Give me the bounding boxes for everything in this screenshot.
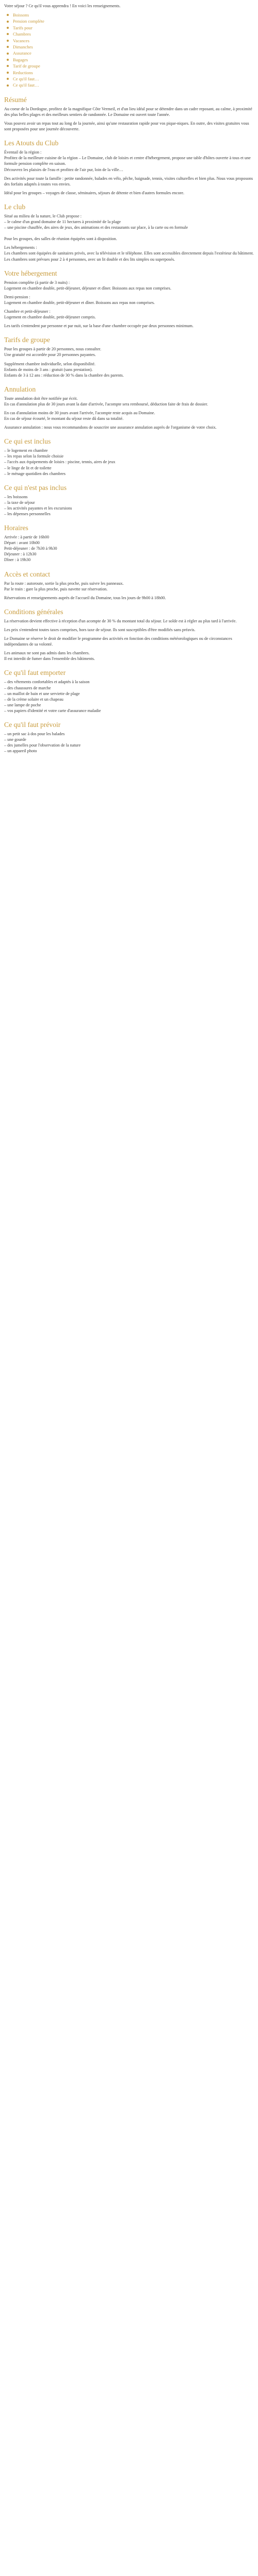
nav-item[interactable]: Tarifs pour (4, 25, 254, 31)
bullet-icon (7, 65, 9, 67)
paragraph: Situé au milieu de la nature, le Club propose : – le calme d'un grand domaine de 11 hectares à proximité de la plage – une piscine chauffée, des aires de jeux, des animations et des restaurants sur place, à la carte ou en formule Pour les groupes, des salles de réunion équipées sont à disposition. (4, 213, 188, 242)
section-club (4, 139, 254, 196)
bullet-icon (7, 46, 9, 48)
paragraph: Le Domaine se réserve le droit de modifier le programme des activités en fonction des conditions météorologiques ou de circonstances indépendantes de sa volonté. (4, 636, 232, 647)
paragraph: Les tarifs s'entendent par personne et par nuit, sur la base d'une chambre occupée par deux personnes minimum. (4, 324, 194, 329)
section-emporter (4, 669, 254, 714)
section-heading: Les Atouts du Club (4, 139, 59, 147)
paragraph: Des activités pour toute la famille : petite randonnée, balades en vélo, pêche, baignade, tennis, visites culturelles et bien plus. Nous vous proposons des forfaits adaptés à toutes vos envies. (4, 176, 253, 187)
section-annulation (4, 385, 254, 430)
paragraph: Les prix s'entendent toutes taxes comprises, hors taxe de séjour. Ils sont susceptibles d'être modifiés sans préavis. (4, 627, 196, 632)
section-tarifs (4, 269, 254, 329)
paragraph: Demi-pension : Logement en chambre double, petit-déjeuner et dîner. Boissons aux repas non comprises. (4, 294, 155, 305)
nav-item[interactable]: Ce qu'il faut… (4, 82, 254, 88)
paragraph: – un petit sac à dos pour les balades – une gourde – des jumelles pour l'observation de la nature – un appareil photo (4, 731, 81, 754)
section-horaires (4, 524, 254, 563)
bullet-icon (7, 53, 9, 55)
section-contact (4, 570, 254, 601)
page (0, 0, 258, 767)
bullet-icon (7, 59, 9, 61)
paragraph: Par la route : autoroute, sortie la plus proche, puis suivre les panneaux. Par le train : gare la plus proche, puis navette sur réservation. (4, 581, 124, 591)
nav-item[interactable]: Bagages (4, 57, 254, 63)
bullet-icon (7, 78, 9, 80)
bullet-icon (7, 72, 9, 74)
paragraph: Chambre et petit-déjeuner : Logement en chambre double, petit-déjeuner compris. (4, 309, 96, 320)
section-heading: Accès et contact (4, 570, 51, 578)
paragraph: Assurance annulation : nous vous recommandons de souscrire une assurance annulation auprès de l'organisme de votre choix. (4, 425, 217, 430)
bullet-icon (7, 21, 9, 23)
bullet-icon (7, 84, 9, 87)
paragraph: Idéal pour les groupes – voyages de classe, séminaires, séjours de détente et bien d'autres formules encore. (4, 190, 185, 195)
nav-item[interactable]: Tarif de groupe (4, 63, 254, 69)
bullet-icon (7, 40, 9, 42)
section-heading: Ce qui n'est pas inclus (4, 483, 67, 492)
section-heading: Résumé (4, 95, 27, 104)
section-groupes (4, 336, 254, 378)
paragraph: Les animaux ne sont pas admis dans les chambres. Il est interdit de fumer dans l'ensemble des bâtiments. (4, 651, 95, 662)
section-heading: Ce qu'il faut prévoir (4, 720, 61, 728)
nav-item[interactable]: Pension complète (4, 18, 254, 24)
nav-item[interactable]: Dimanches (4, 44, 254, 50)
nav-item[interactable]: Vacances (4, 38, 254, 44)
nav-item[interactable]: Chambres (4, 31, 254, 37)
nav-item[interactable]: Reductions (4, 70, 254, 76)
section-inclus (4, 437, 254, 476)
paragraph: – les boissons – la taxe de séjour – les activités payantes et les excursions – les dépenses personnelles (4, 494, 72, 516)
paragraph: Pension complète (à partir de 3 nuits) : Logement en chambre double, petit-déjeuner, déjeuner et dîner. Boissons aux repas non comprises. (4, 280, 171, 291)
paragraph: Pour les groupes à partir de 20 personnes, nous consulter. Une gratuité est accordée pour 20 personnes payantes. (4, 347, 102, 358)
nav-item[interactable]: Assurance (4, 50, 254, 56)
paragraph: Les hébergements : Les chambres sont équipées de sanitaires privés, avec la télévision et le téléphone. Elles sont accessibles directement depuis l'extérieur du bâtiment. Les chambres sont prévues pour 2 à 4 personnes, avec un lit double et des lits simples ou superposés. (4, 245, 254, 262)
section-heading: Tarifs de groupe (4, 336, 50, 344)
section-resume (4, 96, 254, 132)
paragraph: Au coeur de la Dordogne, profitez de la magnifique Côte Vermeil, et d'un lieu idéal pour se détendre dans un cadre reposant, au calme, à proximité des plus belles plages et des meilleurs sentiers de randonnée. Le Domaine est ouvert toute l'année. (4, 106, 252, 117)
section-noninclus (4, 484, 254, 517)
paragraph: Arrivée : à partir de 16h00 Départ : avant 10h00 Petit-déjeuner : de 7h30 à 9h30 Déjeuner : à 12h30 Dîner : à 19h30 (4, 535, 57, 563)
section-lieu (4, 203, 254, 262)
section-heading: Le club (4, 202, 26, 211)
section-prevoir (4, 721, 254, 754)
section-heading: Ce qui est inclus (4, 437, 51, 446)
paragraph: La réservation devient effective à réception d'un acompte de 30 % du montant total du séjour. Le solde est à régler au plus tard à l'arrivée. (4, 618, 237, 623)
section-heading: Horaires (4, 524, 28, 532)
nav-item[interactable]: Boissons (4, 12, 254, 18)
section-heading: Annulation (4, 385, 36, 393)
paragraph: – des vêtements confortables et adaptés à la saison – des chaussures de marche – un maillot de bain et une serviette de plage – de la crème solaire et un chapeau – une lampe de poche – vos papiers d'identité et votre carte d'assurance maladie (4, 680, 101, 713)
nav-item[interactable]: Ce qu'il faut… (4, 76, 254, 82)
paragraph: Toute annulation doit être notifiée par écrit. En cas d'annulation plus de 30 jours avant la date d'arrivée, l'acompte sera remboursé, déduction faite de frais de dossier. (4, 396, 208, 406)
intro-text: Votre séjour ? Ce qu'il vous apprendra ! En voici les renseignements. (4, 4, 121, 8)
paragraph: Vous pouvez avoir un repas tout au long de la journée, ainsi qu'une restauration rapide pour vos pique-niques. En outre, des visites gratuites vous sont proposées pour une journée découverte. (4, 121, 249, 132)
paragraph: Éventail de la région : Profitez de la meilleure cuisine de la région – Le Domaine, club de loisirs et centre d'hébergement, propose une table d'hôtes ouverte à tous et une formule pension complète en saison. Découvrez les plaisirs de l'eau et profitez de l'air pur, loin de la ville… (4, 150, 251, 172)
section-heading: Votre hébergement (4, 269, 57, 277)
paragraph: Réservations et renseignements auprès de l'accueil du Domaine, tous les jours de 9h00 à 18h00. (4, 595, 166, 600)
paragraph: En cas d'annulation moins de 30 jours avant l'arrivée, l'acompte reste acquis au Domaine. En cas de séjour écourté, le montant du séjour reste dû dans sa totalité. (4, 410, 155, 421)
section-heading: Ce qu'il faut emporter (4, 669, 66, 677)
section-nav (4, 12, 254, 89)
bullet-icon (7, 14, 9, 16)
paragraph: – le logement en chambre – les repas selon la formule choisie – l'accès aux équipements de loisirs : piscine, tennis, aires de jeux – le linge de lit et de toilette – le ménage quotidien des chambres (4, 448, 116, 476)
bullet-icon (7, 33, 9, 35)
bullet-icon (7, 27, 9, 29)
section-reglement (4, 608, 254, 662)
section-heading: Conditions générales (4, 607, 63, 616)
paragraph: Supplément chambre individuelle, selon disponibilité. Enfants de moins de 3 ans : gratuit (sans prestation). Enfants de 3 à 12 ans : réduction de 30 % dans la chambre des parents. (4, 361, 124, 378)
